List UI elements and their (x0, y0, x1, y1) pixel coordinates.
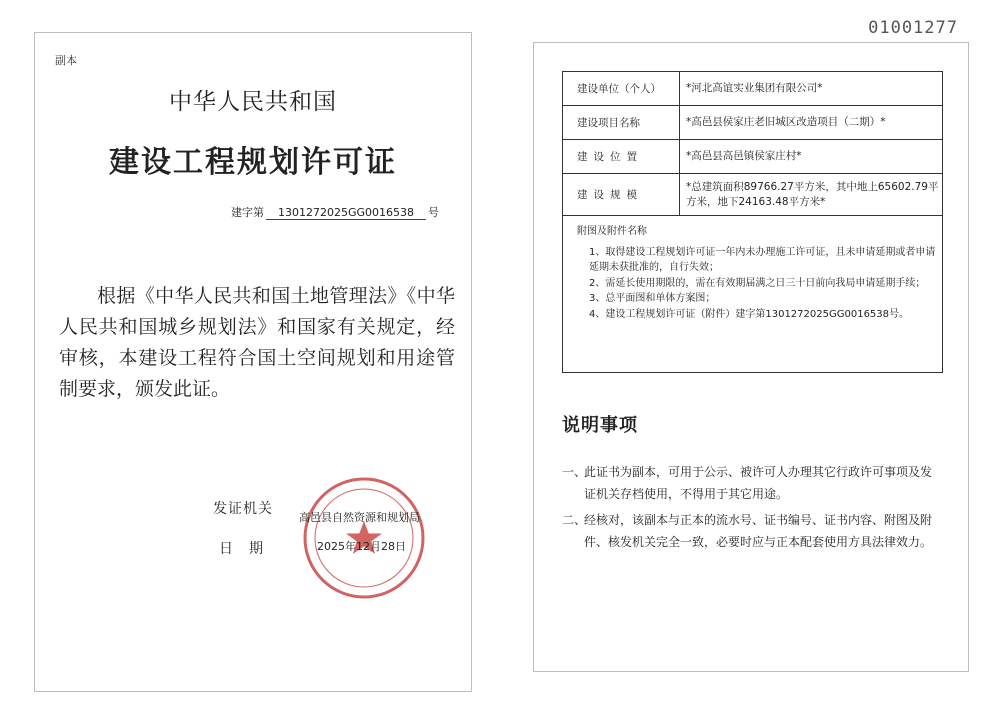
date-label: 日期 (219, 541, 279, 557)
issuer-label: 发证机关 (213, 501, 273, 517)
row-value-scale: *总建筑面积89766.27平方米，其中地上65602.79平方米，地下24163.48平方米* (686, 180, 939, 208)
row-label-location: 建设位置 (563, 140, 680, 173)
note-item (562, 461, 938, 505)
note-marker: 二、 (562, 513, 587, 527)
certificate-right-page (533, 42, 969, 672)
row-value-builder: *河北高谊实业集团有限公司* (686, 82, 823, 94)
certificate-left-page (34, 32, 472, 692)
copy-mark: 副本 (55, 54, 77, 67)
row-label-builder: 建设单位（个人） (563, 72, 680, 105)
cert-prefix: 建字第 (231, 206, 264, 219)
note-text: 经核对，该副本与正本的流水号、证书编号、证书内容、附图及附件、核发机关完全一致，必要时应与正本配套使用方具法律效力。 (584, 513, 933, 549)
certificate-number: 1301272025GG0016538 (266, 206, 426, 220)
certificate-number-line (231, 204, 439, 220)
row-value-project-name: *高邑县侯家庄老旧城区改造项目（二期）* (686, 116, 886, 128)
cert-suffix: 号 (428, 206, 439, 219)
notes-list (562, 461, 938, 557)
note-marker: 一、 (562, 465, 587, 479)
row-label-scale: 建设规模 (563, 174, 680, 215)
row-value-location: *高邑县高邑镇侯家庄村* (686, 150, 802, 162)
attachments-section (563, 216, 942, 322)
note-text: 此证书为副本，可用于公示、被许可人办理其它行政许可事项及发证机关存档使用，不得用于其它用途。 (584, 465, 933, 501)
project-info-table (562, 71, 943, 373)
row-label-project-name: 建设项目名称 (563, 106, 680, 139)
attachments-heading: 附图及附件名称 (577, 226, 647, 237)
certificate-statement: 根据《中华人民共和国土地管理法》《中华人民共和国城乡规划法》和国家有关规定，经审核，本建设工程符合国土空间规划和用途管制要求，颁发此证。 (59, 285, 455, 400)
attachment-item: 1、取得建设工程规划许可证一年内未办理施工许可证，且未申请延期或者申请延期未获批准的，自行失效； (589, 247, 936, 273)
note-item (562, 509, 938, 553)
country-name: 中华人民共和国 (169, 89, 337, 115)
notes-title: 说明事项 (562, 415, 638, 436)
table-row (563, 72, 942, 106)
table-row (563, 106, 942, 140)
table-row (563, 140, 942, 174)
attachment-item: 2、需延长使用期限的，需在有效期届满之日三十日前向我局申请延期手续；3、总平面图和单体方案图； (589, 278, 926, 304)
certificate-title: 建设工程规划许可证 (109, 145, 397, 180)
attachment-item: 4、建设工程规划许可证（附件）建字第1301272025GG0016538号。 (589, 309, 910, 320)
issuer-value: 高邑县自然资源和规划局 (299, 511, 420, 524)
issue-date: 2025年12月28日 (317, 540, 406, 553)
serial-number: 01001277 (868, 18, 958, 38)
table-row (563, 174, 942, 216)
